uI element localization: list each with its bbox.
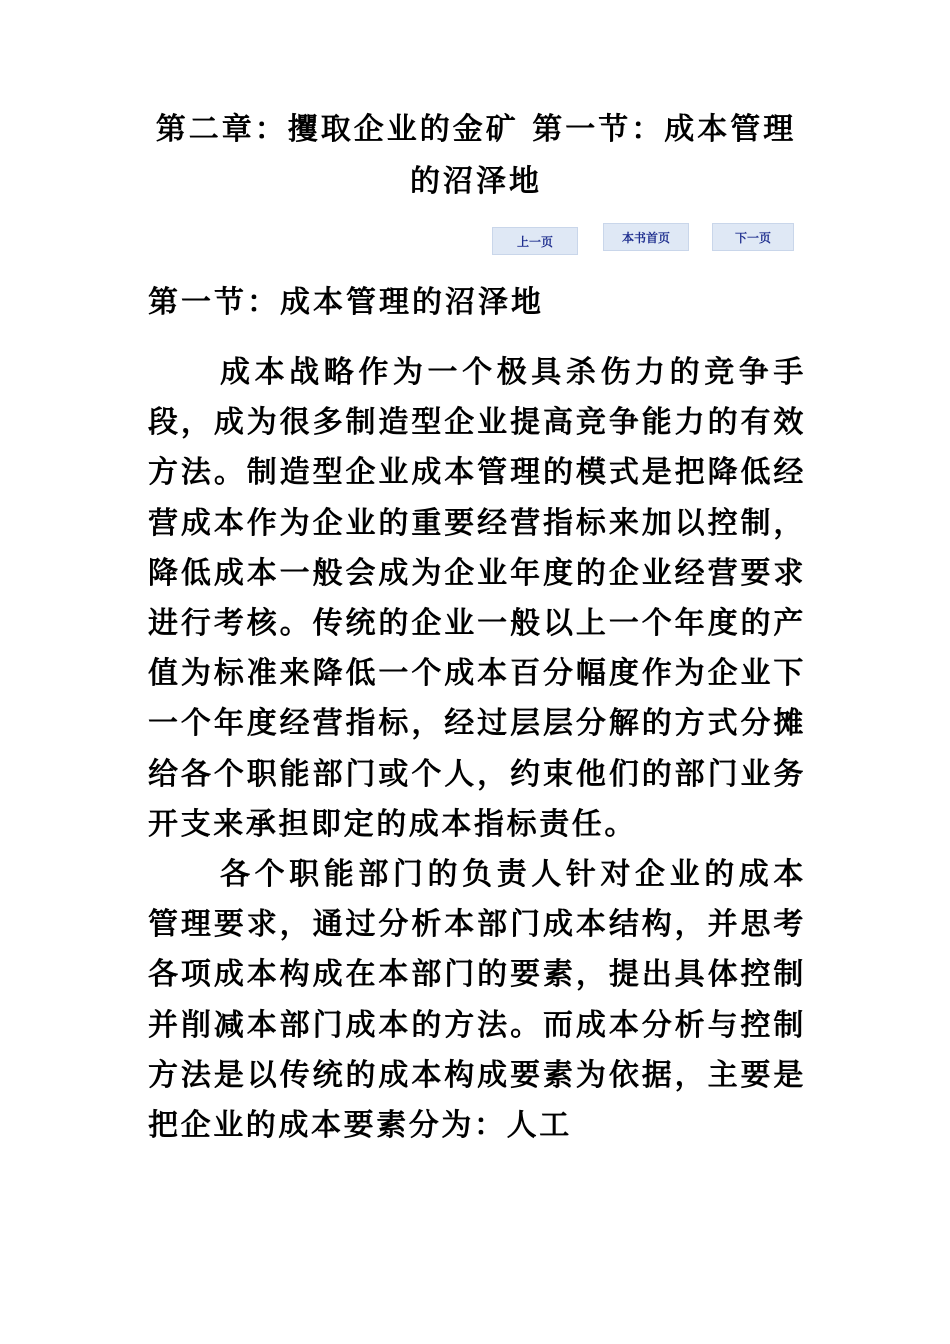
article-body [148, 348, 806, 1151]
chapter-title: 第二章：攫取企业的金矿 第一节：成本管理的沼泽地 [155, 112, 797, 199]
next-page-button[interactable]: 下一页 [712, 223, 794, 251]
body-paragraph: 成本战略作为一个极具杀伤力的竞争手段，成为很多制造型企业提高竞争能力的有效方法。制造型企业成本管理的模式是把降低经营成本作为企业的重要经营指标来加以控制，降低成本一般会成为企业年度的企业经营要求进行考核。传统的企业一般以上一个年度的产值为标准来降低一个成本百分幅度作为企业下一个年度经营指标，经过层层分解的方式分摊给各个职能部门或个人，约束他们的部门业务开支来承担即定的成本指标责任。 [148, 355, 806, 842]
book-home-button[interactable]: 本书首页 [603, 223, 689, 251]
body-paragraph: 各个职能部门的负责人针对企业的成本管理要求，通过分析本部门成本结构，并思考各项成本构成在本部门的要素，提出具体控制并削减本部门成本的方法。而成本分析与控制方法是以传统的成本构成要素为依据，主要是把企业的成本要素分为：人工 [148, 857, 806, 1144]
previous-page-button[interactable]: 上一页 [492, 227, 578, 255]
section-heading: 第一节：成本管理的沼泽地 [148, 285, 544, 320]
